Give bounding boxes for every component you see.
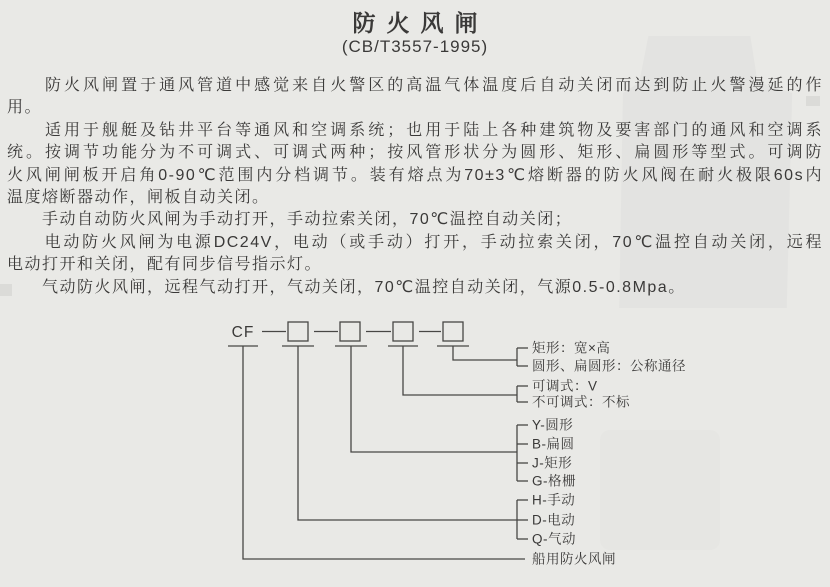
label-shape-oval: B-扁圆	[532, 436, 575, 452]
leader-size	[453, 346, 517, 360]
code-box-2	[340, 322, 360, 341]
body-line: 气动防火风闸，远程气动打开，气动关闭，70℃温控自动关闭，气源0.5-0.8Mpa。	[7, 278, 686, 296]
body-line: 防火风闸置于通风管道中感觉来自火警区的高温气体温度后自动关闭而达到防止火警漫延的作	[7, 77, 823, 94]
label-size-round: 圆形、扁圆形：公称通径	[532, 358, 686, 374]
standard-number: (CB/T3557-1995)	[341, 37, 489, 56]
body-line: 电动防火风闸为电源DC24V，电动（或手动）打开，手动拉索关闭，70℃温控自动关闭，远程	[7, 233, 823, 251]
label-marine-fire-damper: 船用防火风闸	[532, 551, 616, 567]
label-adjustable: 可调式：V	[532, 378, 598, 394]
model-code-diagram	[210, 318, 790, 580]
code-box-4	[443, 322, 463, 341]
page-title: 防火风闸	[352, 10, 489, 36]
label-drive-pneumatic: Q-气动	[532, 531, 576, 547]
leader-shape	[351, 346, 517, 452]
label-shape-round: Y-圆形	[532, 417, 574, 433]
leader-drive	[298, 346, 517, 520]
body-line: 火风闸闸板开启角0-90℃范围内分档调节。装有熔点为70±3℃熔断器的防火风阀在耐火极限60s内	[7, 166, 823, 184]
code-prefix: CF	[231, 324, 255, 341]
label-drive-electric: D-电动	[532, 512, 576, 528]
label-shape-rect: J-矩形	[532, 455, 573, 471]
body-text	[7, 75, 823, 299]
label-size-rect: 矩形：宽×高	[532, 340, 611, 356]
label-drive-manual: H-手动	[532, 492, 576, 508]
body-line: 温度熔断器动作，闸板自动关闭。	[7, 188, 270, 206]
body-line: 适用于舰艇及钻井平台等通风和空调系统；也用于陆上各种建筑物及要害部门的通风和空调系	[7, 121, 823, 139]
code-box-3	[393, 322, 413, 341]
leader-adjust	[403, 346, 517, 395]
body-line: 统。按调节功能分为不可调式、可调式两种；按风管形状分为圆形、矩形、扁圆形等型式。可调防	[7, 144, 823, 162]
body-line: 用。	[7, 99, 43, 117]
code-box-1	[288, 322, 308, 341]
label-non-adjustable: 不可调式：不标	[532, 394, 630, 410]
body-line: 手动自动防火风闸为手动打开，手动拉索关闭，70℃温控自动关闭；	[7, 211, 573, 229]
label-shape-grille: G-格栅	[532, 473, 576, 489]
body-line: 电动打开和关闭，配有同步信号指示灯。	[7, 256, 323, 274]
